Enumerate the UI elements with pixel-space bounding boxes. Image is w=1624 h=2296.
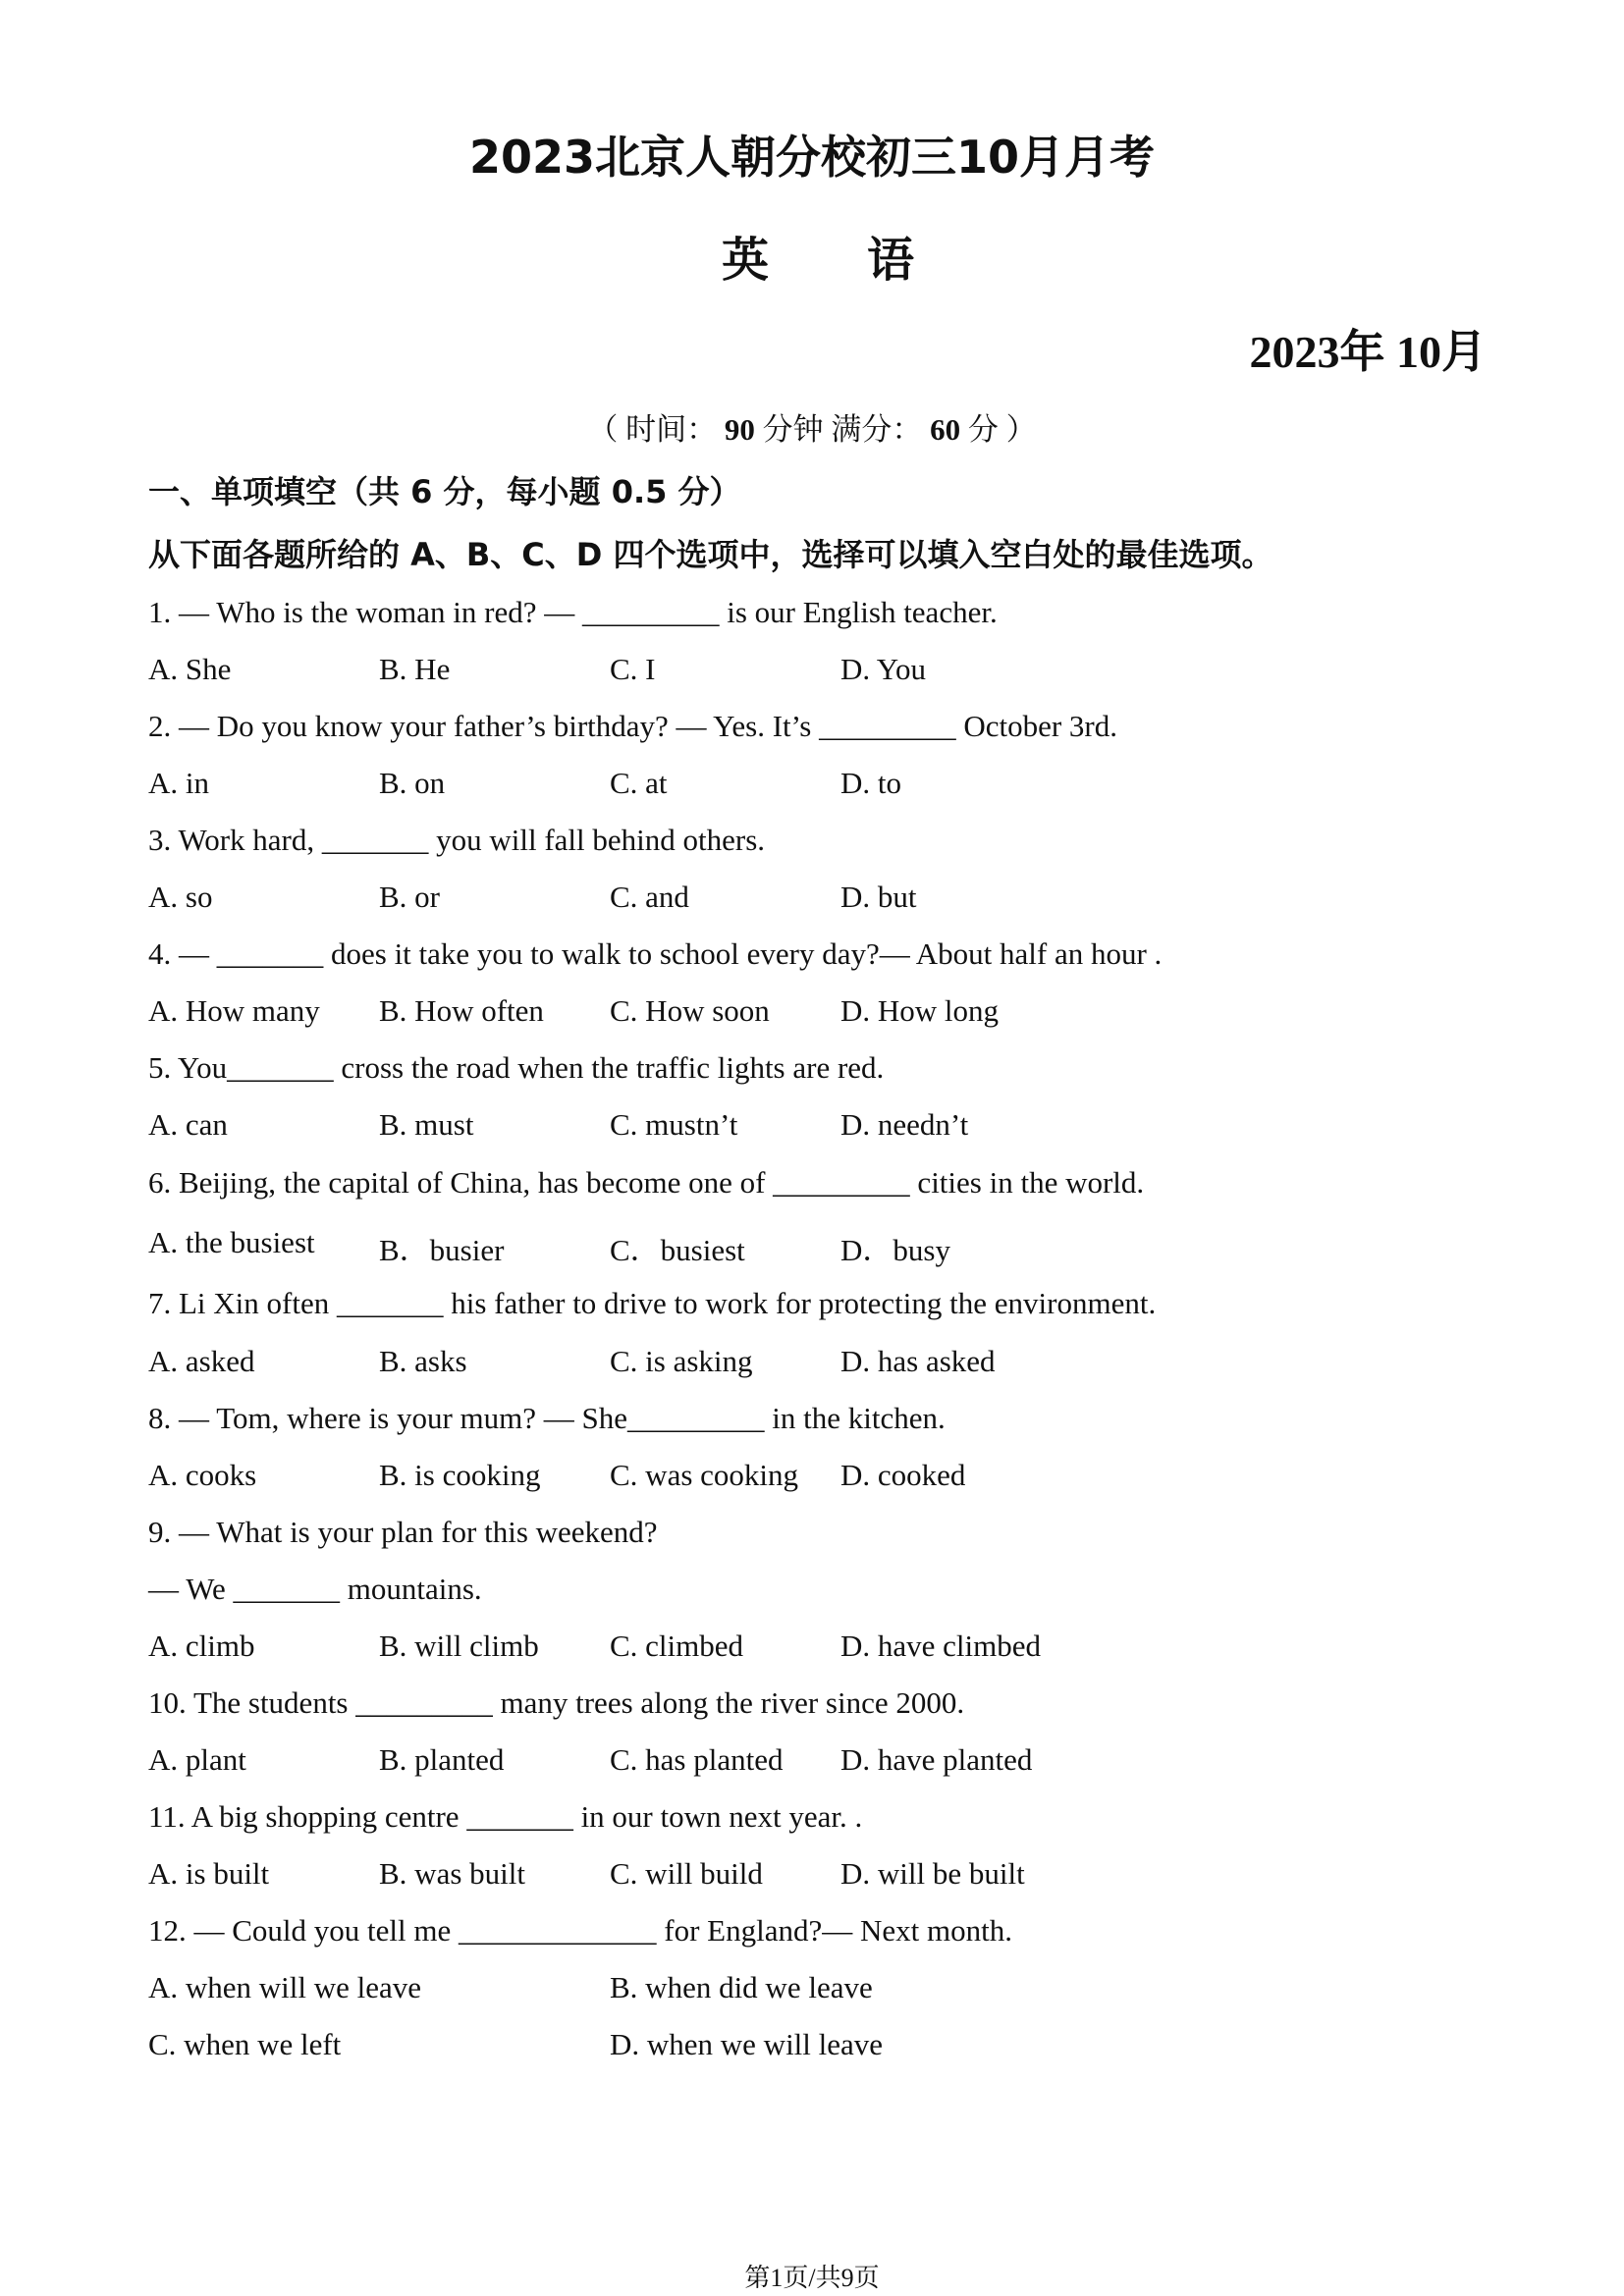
question-stem: 11. A big shopping centre _______ in our town next year. . <box>148 1799 863 1834</box>
question-stem: 12. — Could you tell me _____________ for England?— Next month. <box>148 1913 1012 1948</box>
option-a: A. when will we leave <box>148 1970 422 2004</box>
option-b: B. asks <box>379 1344 467 1378</box>
option-c: C. when we left <box>148 2027 342 2061</box>
question-stem: 3. Work hard, _______ you will fall behind others. <box>148 823 766 857</box>
page-number: 第1页/共9页 <box>744 2264 880 2292</box>
option-d: D. to <box>840 766 901 800</box>
option-c: C. mustn’t <box>610 1107 738 1142</box>
option-a: A. asked <box>148 1344 255 1378</box>
option-d: D. have planted <box>840 1742 1033 1777</box>
exam-title: 2023北京人朝分校初三10月月考 <box>468 131 1156 184</box>
section-instruction: 从下面各题所给的 A、B、C、D 四个选项中，选择可以填入空白处的最佳选项。 <box>148 536 1273 573</box>
option-c: C. was cooking <box>610 1458 799 1492</box>
subject-char-2: 语 <box>867 233 915 288</box>
option-b: B．busier <box>379 1233 505 1267</box>
option-d: D. needn’t <box>840 1107 969 1142</box>
option-d: D．busy <box>840 1233 950 1267</box>
option-b: B. on <box>379 766 446 800</box>
score-value: 60 <box>930 412 961 447</box>
question-stem: 5. You_______ cross the road when the traffic lights are red. <box>148 1050 885 1085</box>
option-b: B. How often <box>379 993 544 1028</box>
option-a: A. She <box>148 652 232 686</box>
option-b: B. or <box>379 880 440 914</box>
option-d: D. cooked <box>840 1458 966 1492</box>
option-d: D. How long <box>840 993 1000 1028</box>
question-stem: 10. The students _________ many trees along the river since 2000. <box>148 1685 965 1720</box>
option-b: B. when did we leave <box>610 1970 873 2004</box>
score-suffix: 分 ） <box>967 412 1037 447</box>
exam-date: 2023年 10月 <box>1249 327 1487 377</box>
option-a: A. the busiest <box>148 1225 315 1259</box>
option-a: A. plant <box>148 1742 246 1777</box>
option-c: C. at <box>610 766 668 800</box>
option-d: D. has asked <box>840 1344 996 1378</box>
question-stem: 6. Beijing, the capital of China, has become one of _________ cities in the world. <box>148 1165 1145 1200</box>
option-d: D. will be built <box>840 1856 1025 1891</box>
option-b: B. was built <box>379 1856 525 1891</box>
question-stem: 8. — Tom, where is your mum? — She_________ in the kitchen. <box>148 1401 946 1435</box>
time-prefix: （ 时间： <box>587 412 718 447</box>
time-score-line <box>0 404 1624 449</box>
option-b: B. will climb <box>379 1629 539 1663</box>
option-c: C. is asking <box>610 1344 753 1378</box>
option-d: D. have climbed <box>840 1629 1042 1663</box>
question-stem: 2. — Do you know your father’s birthday? — Yes. It’s _________ October 3rd. <box>148 709 1118 743</box>
question-stem: 9. — What is your plan for this weekend? <box>148 1515 658 1549</box>
option-a: A. How many <box>148 993 320 1028</box>
option-a: A. cooks <box>148 1458 257 1492</box>
option-a: A. can <box>148 1107 228 1142</box>
option-a: A. is built <box>148 1856 270 1891</box>
option-c: C. and <box>610 880 689 914</box>
option-a: A. in <box>148 766 209 800</box>
option-a: A. climb <box>148 1629 255 1663</box>
option-b: B. must <box>379 1107 474 1142</box>
option-c: C. has planted <box>610 1742 784 1777</box>
question-stem-line2: — We _______ mountains. <box>148 1572 482 1606</box>
option-d: D. when we will leave <box>610 2027 884 2061</box>
option-d: D. but <box>840 880 917 914</box>
option-c: C. I <box>610 652 656 686</box>
option-b: B. planted <box>379 1742 505 1777</box>
option-c: C．busiest <box>610 1233 745 1267</box>
time-unit: 分钟 满分： <box>762 412 923 447</box>
option-c: C. How soon <box>610 993 770 1028</box>
option-c: C. will build <box>610 1856 763 1891</box>
question-stem: 4. — _______ does it take you to walk to school every day?— About half an hour . <box>148 936 1163 971</box>
subject-char-1: 英 <box>722 233 770 288</box>
option-b: B. He <box>379 652 451 686</box>
time-value: 90 <box>724 412 755 447</box>
option-b: B. is cooking <box>379 1458 541 1492</box>
option-d: D. You <box>840 652 927 686</box>
section-heading: 一、单项填空（共 6 分，每小题 0.5 分） <box>148 473 741 510</box>
question-stem: 7. Li Xin often _______ his father to drive to work for protecting the environment. <box>148 1286 1157 1320</box>
question-stem: 1. — Who is the woman in red? — _________ is our English teacher. <box>148 595 998 629</box>
option-c: C. climbed <box>610 1629 744 1663</box>
option-a: A. so <box>148 880 213 914</box>
